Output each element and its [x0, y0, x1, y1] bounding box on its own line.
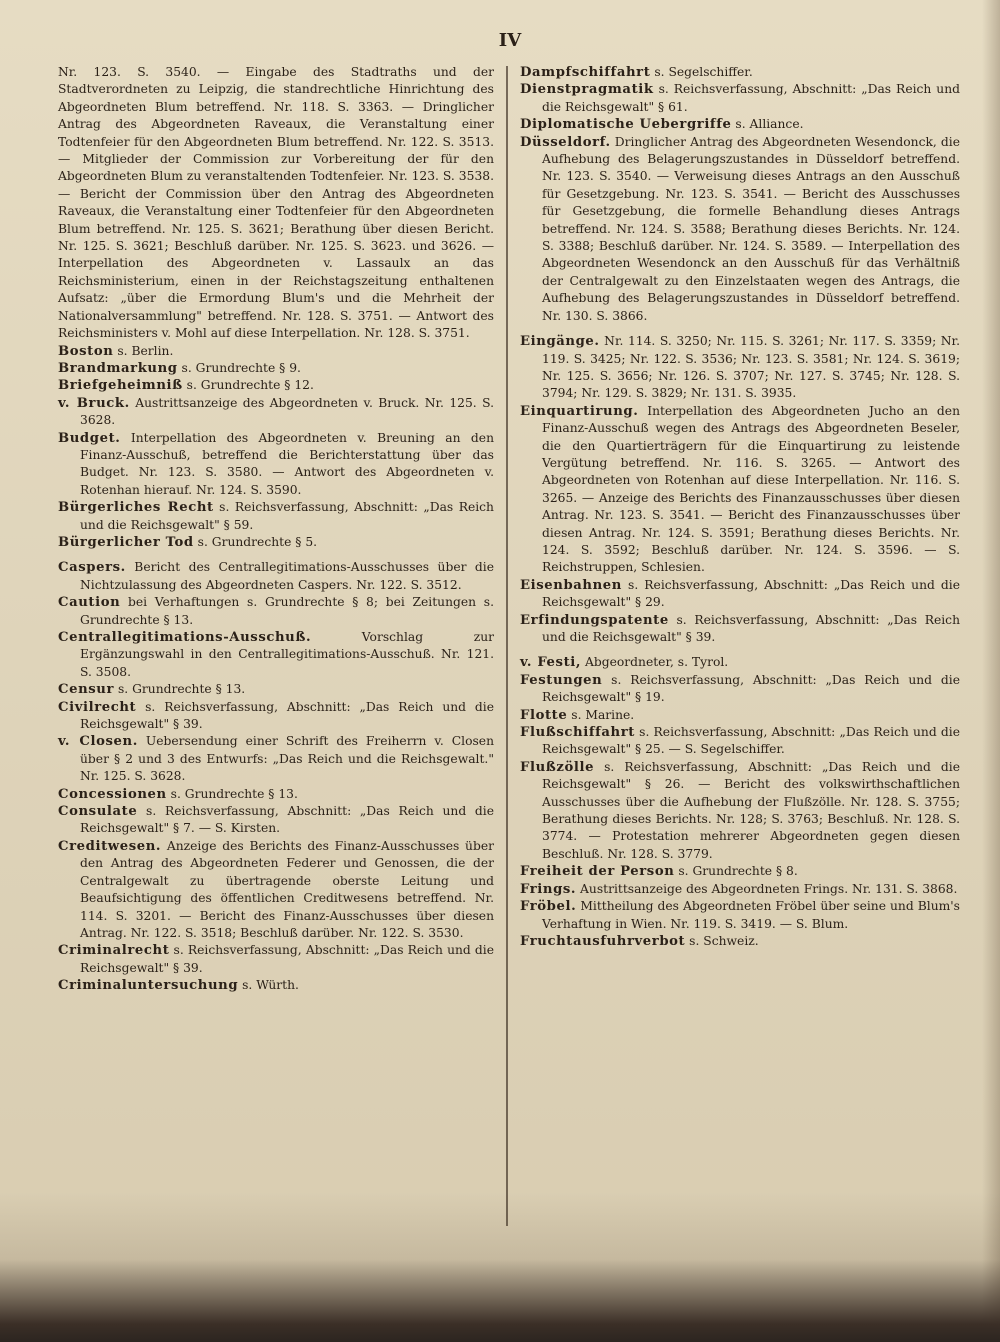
column-divider — [506, 66, 508, 1226]
index-entry: v. Bruck. Austrittsanzeige des Abgeordneten v. Bruck. Nr. 125. S. 3628. — [58, 395, 495, 428]
index-entry: Brandmarkung s. Grundrechte § 9. — [58, 360, 301, 376]
index-entry: Boston s. Berlin. — [58, 343, 174, 359]
index-entry: Festungen s. Reichsverfassung, Abschnitt: „Das Reich und die Reichsgewalt" § 19. — [520, 672, 960, 705]
page-bottom-shadow — [0, 1192, 1000, 1342]
index-entry: Criminaluntersuchung s. Würth. — [58, 978, 299, 994]
index-entry: Freiheit der Person s. Grundrechte § 8. — [520, 864, 798, 880]
index-entry: Bürgerliches Recht s. Reichsverfassung, Abschnitt: „Das Reich und die Reichsgewalt" § 59. — [58, 500, 494, 532]
index-entry: Caution bei Verhaftungen s. Grundrechte § 8; bei Zeitungen s. Grundrechte § 13. — [58, 595, 494, 627]
index-entry: Dienstpragmatik s. Reichsverfassung, Abschnitt: „Das Reich und die Reichsgewalt" § 61. — [520, 82, 960, 114]
index-entry: Dampfschiffahrt s. Segelschiffer. — [520, 65, 753, 80]
index-entry: Erfindungspatente s. Reichsverfassung, Abschnitt: „Das Reich und die Reichsgewalt" § 39. — [520, 612, 960, 644]
index-entry: Budget. Interpellation des Abgeordneten v. Breuning an den Finanz-Ausschuß, betreffend die Berichterstattung über das Budget. Nr. 123. S. 3580. — Antwort des Abgeordneten v. Rotenhan hierauf. Nr. 124. S. 3590. — [58, 430, 494, 497]
page-number: IV — [498, 30, 522, 51]
index-entry: v. Closen. Uebersendung einer Schrift des Freiherrn v. Closen über § 2 und 3 des Entwurfs: „Das Reich und die Reichsgewalt." Nr. 125. S. 3628. — [58, 734, 494, 784]
index-entry: Flußzölle s. Reichsverfassung, Abschnitt: „Das Reich und die Reichsgewalt" § 26. — Bericht des volkswirthschaftlichen Ausschusses über die Aufhebung der Flußzölle. Nr. 128. S. 3755; Berathung dieses Berichts. Nr. 128; S. 3763; Beschluß. Nr. 128. S. 3774. — Protestation mehrerer Abgeordneten gegen diesen Beschluß. Nr. 128. S. 3779. — [520, 759, 960, 861]
index-entry: Nr. 123. S. 3540. — Eingabe des Stadtraths und der Stadtverordneten zu Leipzig, die standrechtliche Hinrichtung des Abgeordneten Blum betreffend. Nr. 118. S. 3363. — Dringlicher Antrag des Abgeordneten Raveaux, die Veranstaltung einer Todtenfeier für den Abgeordneten Blum betreffend. Nr. 122. S. 3513. — Mitglieder der Commission zur Vorbereitung der für den Abgeordneten Blum zu veranstaltenden Todtenfeier. Nr. 123. S. 3538. — Bericht der Commission über den Antrag des Abgeordneten Raveaux, die Veranstaltung einer Todtenfeier für den Abgeordneten Blum betreffend. Nr. 125. S. 3621; Berathung über diesen Bericht. Nr. 125. S. 3621; Beschluß darüber. Nr. 125. S. 3623. und 3626. — Interpellation des Abgeordneten v. Lassaulx an das Reichsministerium, einen in der Reichstagszeitung enthaltenen Aufsatz: „über die Ermordung Blum's und die Mehrheit der Nationalversammlung" betreffend. Nr. 128. S. 3751. — Antwort des Reichsministers v. Mohl auf diese Interpellation. Nr. 128. S. 3751. — [58, 65, 494, 341]
index-entry: Frings. Austrittsanzeige des Abgeordneten Frings. Nr. 131. S. 3868. — [520, 881, 958, 897]
right-column — [520, 64, 960, 950]
index-entry: Bürgerlicher Tod s. Grundrechte § 5. — [58, 534, 318, 550]
index-entry: Concessionen s. Grundrechte § 13. — [58, 786, 298, 802]
index-entry: Briefgeheimniß s. Grundrechte § 12. — [58, 378, 314, 394]
index-entry: Diplomatische Uebergriffe s. Alliance. — [520, 117, 804, 133]
index-entry: Fruchtausfuhrverbot s. Schweiz. — [520, 933, 759, 949]
index-entry: Fröbel. Mittheilung des Abgeordneten Fröbel über seine und Blum's Verhaftung in Wien. Nr. 119. S. 3419. — S. Blum. — [520, 899, 960, 931]
index-entry: Consulate s. Reichsverfassung, Abschnitt: „Das Reich und die Reichsgewalt" § 7. — S. Kirsten. — [58, 804, 494, 836]
left-column — [58, 64, 494, 995]
index-entry: Caspers. Bericht des Centrallegitimations-Ausschusses über die Nichtzulassung des Abgeordneten Caspers. Nr. 122. S. 3512. — [58, 560, 494, 592]
index-entry: Eingänge. Nr. 114. S. 3250; Nr. 115. S. 3261; Nr. 117. S. 3359; Nr. 119. S. 3425; Nr. 122. S. 3536; Nr. 123. S. 3581; Nr. 124. S. 3619; Nr. 125. S. 3656; Nr. 126. S. 3707; Nr. 127. S. 3745; Nr. 128. S. 3794; Nr. 129. S. 3829; Nr. 131. S. 3935. — [520, 334, 960, 401]
index-entry: v. Festi, Abgeordneter, s. Tyrol. — [520, 655, 729, 671]
page-edge-shadow — [982, 0, 1000, 1342]
index-entry: Flotte s. Marine. — [520, 707, 635, 723]
index-entry: Flußschiffahrt s. Reichsverfassung, Abschnitt: „Das Reich und die Reichsgewalt" § 25. — S. Segelschiffer. — [520, 725, 960, 757]
index-entry: Düsseldorf. Dringlicher Antrag des Abgeordneten Wesendonck, die Aufhebung des Belagerungszustandes in Düsseldorf betreffend. Nr. 123. S. 3540. — Verweisung dieses Antrags an den Ausschuß für Gesetzgebung. Nr. 123. S. 3541. — Bericht des Ausschusses für Gesetzgebung, die formelle Behandlung dieses Antrags betreffend. Nr. 124. S. 3588; Berathung dieses Berichts. Nr. 124. S. 3388; Beschluß darüber. Nr. 124. S. 3589. — Interpellation des Abgeordneten Wesendonck an den Ausschuß für das Verhältniß der Centralgewalt zu den Einzelstaaten wegen des Antrags, die Aufhebung des Belagerungszustandes in Düsseldorf betreffend. Nr. 130. S. 3866. — [520, 134, 960, 323]
index-entry: Criminalrecht s. Reichsverfassung, Abschnitt: „Das Reich und die Reichsgewalt" § 39. — [58, 943, 494, 975]
index-entry: Civilrecht s. Reichsverfassung, Abschnitt: „Das Reich und die Reichsgewalt" § 39. — [58, 699, 494, 732]
index-entry: Eisenbahnen s. Reichsverfassung, Abschnitt: „Das Reich und die Reichsgewalt" § 29. — [520, 577, 960, 610]
index-entry: Censur s. Grundrechte § 13. — [58, 682, 246, 698]
index-entry: Einquartirung. Interpellation des Abgeordneten Jucho an den Finanz-Ausschuß wegen des Antrags des Abgeordneten Beseler, die den Quartierträgern für die Einquartirung zu leistende Vergütung betreffend. Nr. 116. S. 3265. — Antwort des Abgeordneten von Rotenhan auf diese Interpellation. Nr. 116. S. 3265. — Anzeige des Berichts des Finanzausschusses über diesen Antrag. Nr. 123. S. 3541. — Bericht des Finanzausschusses über diesen Antrag. Nr. 124. S. 3591; Berathung dieses Berichts. Nr. 124. S. 3592; Beschluß darüber. Nr. 124. S. 3596. — S. Reichstruppen, Schlesien. — [520, 403, 960, 575]
index-entry: Creditwesen. Anzeige des Berichts des Finanz-Ausschusses über den Antrag des Abgeordneten Federer und Genossen, die der Centralgewalt zu übertragende oberste Leitung und Beaufsichtigung des öffentlichen Creditwesens betreffend. Nr. 114. S. 3201. — Bericht des Finanz-Ausschusses über diesen Antrag. Nr. 122. S. 3518; Beschluß darüber. Nr. 122. S. 3530. — [58, 838, 494, 940]
index-entry: Centrallegitimations-Ausschuß. Vorschlag zur Ergänzungswahl in den Centrallegitimations-Ausschuß. Nr. 121. S. 3508. — [58, 630, 494, 679]
